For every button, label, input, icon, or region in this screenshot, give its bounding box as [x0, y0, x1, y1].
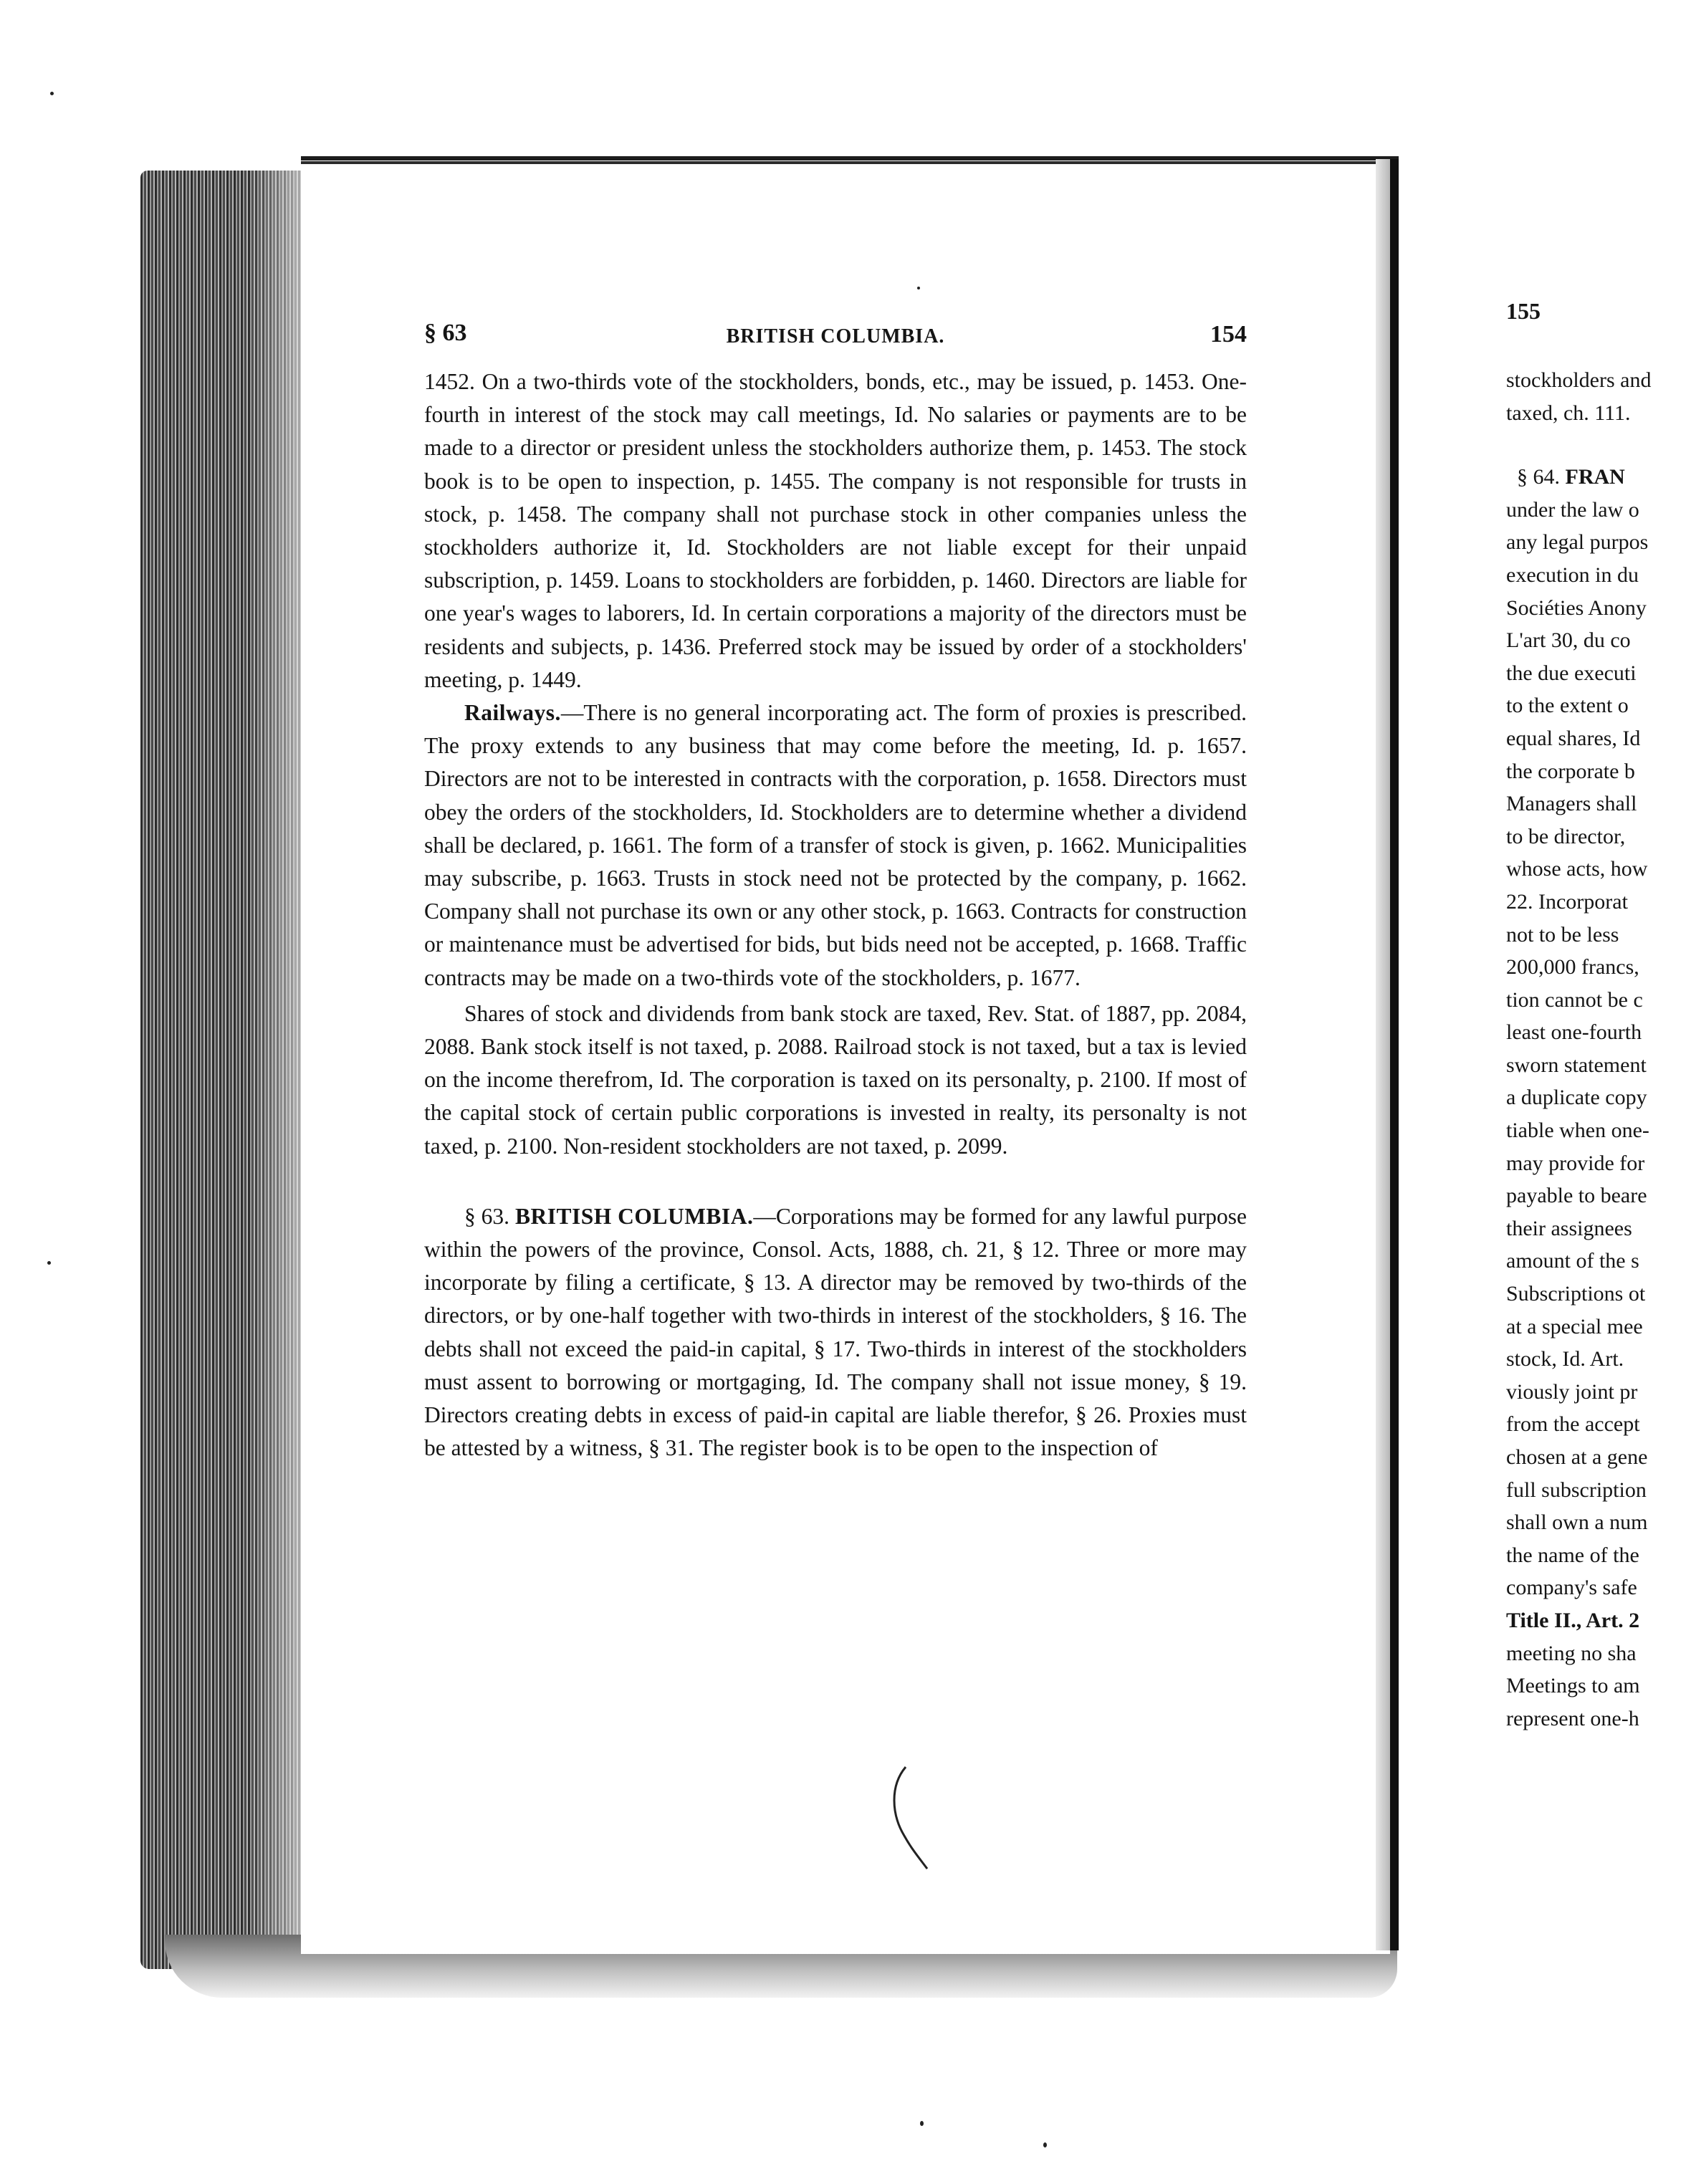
page-number: 154: [1210, 321, 1247, 348]
right-line: whose acts, how: [1506, 857, 1648, 881]
right-line: to the extent o: [1506, 694, 1629, 718]
speck: [50, 92, 54, 95]
paragraph-section-63: [424, 1200, 1247, 1465]
right-line: Sociéties Anony: [1506, 595, 1647, 620]
section-number: § 63.: [464, 1203, 510, 1229]
right-page-edge: [1390, 159, 1399, 1950]
right-line: from the accept: [1506, 1412, 1640, 1437]
running-head-section: § 63: [424, 320, 467, 346]
right-line: their assignees: [1506, 1216, 1632, 1240]
section-63-text: —Corporations may be formed for any lawful purpose within the powers of the province, Consol. Acts, 1888, ch. 21, § 12. Three or more may incorporate by filing a certificate, § 13. A director may be removed by two-thirds of the directors, or by one-half together with two-thirds in interest of the stockholders, § 16. The debts shall not exceed the paid-in capital, § 17. Two-thirds in interest of the stockholders must assent to borrowing or mortgaging, Id. The company shall not issue money, § 19. Directors creating debts in excess of paid-in capital are liable therefor, § 26. Proxies must be attested by a witness, § 31. The register book is to be open to the inspection of: [424, 1203, 1247, 1461]
pencil-mark: [883, 1764, 940, 1872]
speck: [47, 1261, 51, 1265]
left-page-content: [424, 315, 1247, 1465]
paragraph-railways: [424, 696, 1247, 995]
right-line: the corporate b: [1506, 759, 1635, 783]
paragraph-railways-text: —There is no general incorporating act. The form of proxies is prescribed. The proxy extends to any business that may come before the meeting, Id. p. 1657. Directors are not to be interested in contracts with the corporation, p. 1658. Directors must obey the orders of the stockholders, Id. Stockholders are to determine whether a dividend shall be declared, p. 1661. The form of a transfer of stock is given, p. 1662. Municipalities may subscribe, p. 1663. Trusts in stock need not be protected by the company, p. 1662. Company shall not purchase its own or any other stock, p. 1663. Contracts for construction or maintenance must be advertised for bids, but bids need not be accepted, p. 1668. Traffic contracts may be made on a two-thirds vote of the stockholders, p. 1677.: [424, 700, 1247, 990]
right-line: tiable when one-: [1506, 1119, 1649, 1143]
paragraph-continuation: 1452. On a two-thirds vote of the stockholders, bonds, etc., may be issued, p. 1453. One-fourth in interest of the stock may call meetings, Id. No salaries or payments are to be made to a director or president unless the stockholders authorize them, p. 1453. The stock book is to be open to inspection, p. 1455. The company is not responsible for trusts in stock, p. 1458. The company shall not purchase stock in other companies unless the stockholders authorize it, Id. Stockholders are not liable except for their unpaid subscription, p. 1459. Loans to stockholders are forbidden, p. 1460. Directors are liable for one year's wages to laborers, Id. In certain corporations a majority of the directors must be residents and subjects, p. 1436. Preferred stock may be issued by order of a stockholders' meeting, p. 1449.: [424, 369, 1247, 692]
right-line: sworn statement: [1506, 1053, 1647, 1077]
right-line: tion cannot be c: [1506, 987, 1643, 1012]
book-page-edges: [140, 171, 317, 1969]
right-lines: [1506, 494, 1691, 1604]
running-head: [424, 315, 1247, 358]
right-section-heading-line: [1506, 461, 1691, 494]
right-line: the name of the: [1506, 1543, 1639, 1567]
paragraph-taxation: Shares of stock and dividends from bank stock are taxed, Rev. Stat. of 1887, pp. 2084, 2088. Bank stock itself is not taxed, p. 2088. Railroad stock is not taxed, but a tax is levied on the income therefrom, Id. The corporation is taxed on its personalty, p. 2100. If most of the capital stock of certain public corporations is invested in realty, its personalty is not taxed, p. 2100. Non-resident stockholders are not taxed, p. 2099.: [424, 1000, 1247, 1159]
right-line: viously joint pr: [1506, 1379, 1638, 1404]
right-line: amount of the s: [1506, 1249, 1639, 1273]
right-line: the due executi: [1506, 661, 1637, 685]
right-line: full subscription: [1506, 1477, 1647, 1502]
right-line: to be director,: [1506, 824, 1626, 848]
right-line: Meetings to am: [1506, 1674, 1640, 1698]
right-lines: [1506, 1637, 1691, 1735]
right-line: execution in du: [1506, 562, 1639, 587]
speck: [1043, 2142, 1047, 2147]
right-line: company's safe: [1506, 1576, 1637, 1600]
right-line: 22. Incorporat: [1506, 889, 1628, 914]
right-line: Subscriptions ot: [1506, 1282, 1646, 1306]
right-line: not to be less: [1506, 922, 1619, 947]
right-line: any legal purpos: [1506, 530, 1649, 555]
right-line: under the law o: [1506, 497, 1639, 522]
right-line: Title II., Art. 2: [1506, 1608, 1640, 1632]
right-line: a duplicate copy: [1506, 1086, 1647, 1110]
section-heading: BRITISH COLUMBIA.: [514, 1203, 754, 1229]
speck: [920, 2121, 924, 2126]
speck: [917, 287, 920, 289]
right-line: taxed, ch. 111.: [1506, 401, 1631, 425]
right-line: meeting no sha: [1506, 1641, 1637, 1665]
right-line: L'art 30, du co: [1506, 628, 1631, 653]
body-text: [424, 365, 1247, 1465]
right-section-label: § 64.: [1517, 465, 1560, 489]
right-line: stock, Id. Art.: [1506, 1347, 1624, 1371]
right-line: at a special mee: [1506, 1314, 1643, 1338]
right-line: may provide for: [1506, 1151, 1645, 1175]
running-head-title: BRITISH COLUMBIA.: [726, 325, 945, 348]
right-page-content: [1506, 298, 1691, 1735]
right-line: Managers shall: [1506, 792, 1637, 816]
right-line: shall own a num: [1506, 1510, 1648, 1535]
right-line: 200,000 francs,: [1506, 955, 1639, 980]
runin-heading-railways: Railways.: [464, 700, 561, 726]
right-line: stockholders and: [1506, 368, 1652, 392]
right-line: chosen at a gene: [1506, 1445, 1648, 1469]
right-line: equal shares, Id: [1506, 726, 1641, 750]
right-line: represent one-h: [1506, 1706, 1639, 1730]
right-page-number: 155: [1506, 298, 1541, 324]
right-section-heading: FRAN: [1565, 465, 1625, 489]
right-line: payable to beare: [1506, 1184, 1647, 1208]
right-line: least one-fourth: [1506, 1020, 1642, 1045]
